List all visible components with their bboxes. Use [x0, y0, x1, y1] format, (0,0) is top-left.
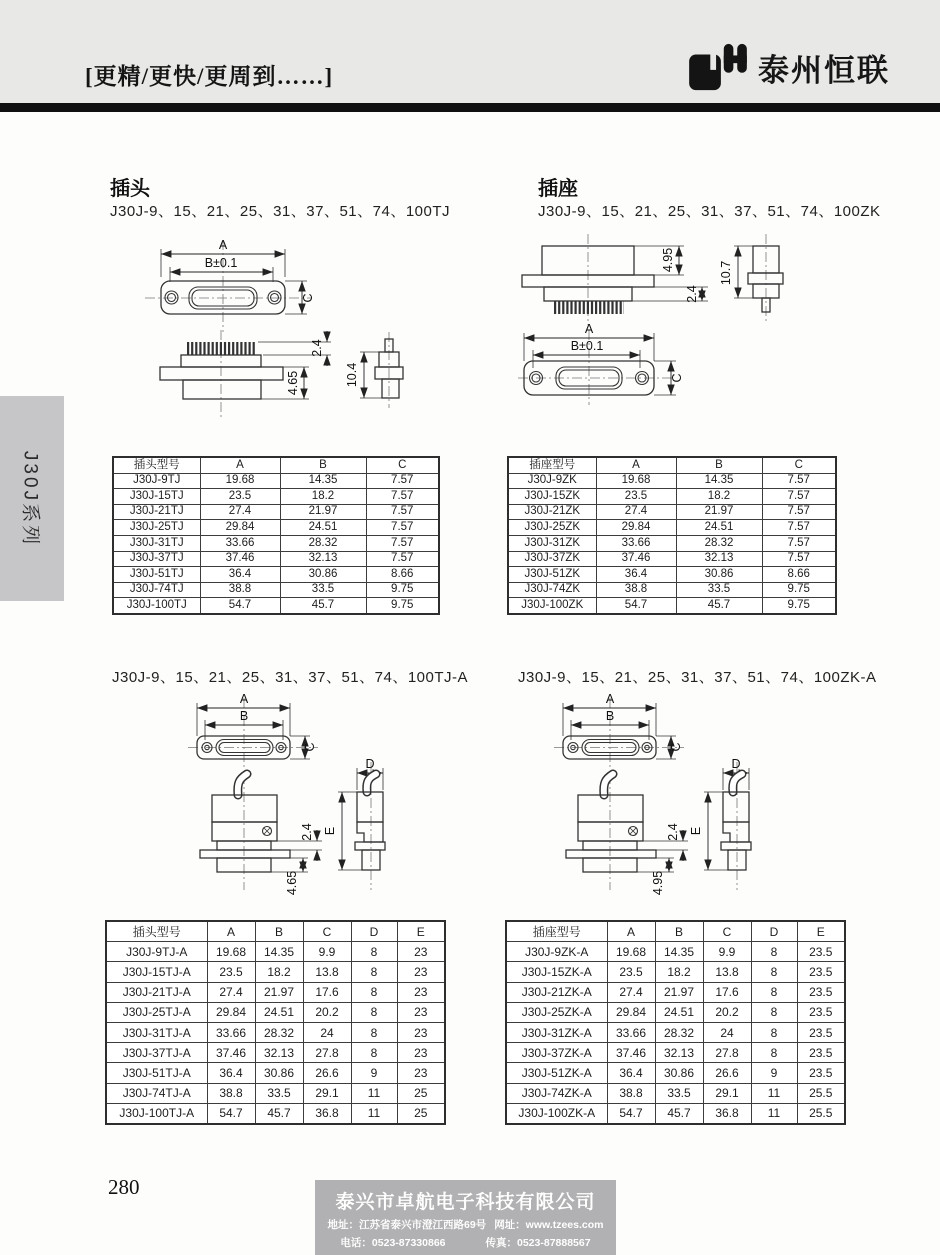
dim-label-flange: 4.95 — [661, 247, 675, 273]
value-cell: 7.57 — [762, 504, 836, 520]
column-header: B — [676, 457, 762, 473]
value-cell: 13.8 — [303, 962, 351, 982]
model-cell: J30J-74ZK-A — [506, 1083, 607, 1103]
model-cell: J30J-100ZK-A — [506, 1103, 607, 1124]
model-cell: J30J-100ZK — [508, 598, 596, 614]
model-cell: J30J-37TJ-A — [106, 1043, 207, 1063]
table-row — [113, 582, 439, 598]
value-cell: 23 — [397, 942, 445, 962]
model-cell: J30J-21ZK — [508, 504, 596, 520]
value-cell: 32.13 — [655, 1043, 703, 1063]
model-cell: J30J-25TJ — [113, 520, 200, 536]
model-cell: J30J-74ZK — [508, 582, 596, 598]
value-cell: 8 — [351, 942, 397, 962]
value-cell: 18.2 — [676, 489, 762, 505]
value-cell: 36.8 — [303, 1103, 351, 1124]
footer-address: 地址：江苏省泰兴市澄江西路69号 — [327, 1219, 487, 1231]
value-cell: 27.4 — [607, 982, 655, 1002]
value-cell: 30.86 — [280, 567, 366, 583]
socket-section-models: J30J-9、15、21、25、31、37、51、74、100ZK — [538, 203, 881, 220]
value-cell: 23.5 — [797, 1002, 845, 1022]
value-cell: 33.66 — [207, 1022, 255, 1042]
value-cell: 23.5 — [797, 1043, 845, 1063]
model-cell: J30J-21TJ — [113, 504, 200, 520]
plug-section-title: 插头 — [110, 178, 150, 200]
value-cell: 54.7 — [207, 1103, 255, 1124]
dim-label-pin-height: 2.4 — [310, 339, 324, 357]
value-cell: 54.7 — [607, 1103, 655, 1124]
value-cell: 25.5 — [797, 1103, 845, 1124]
value-cell: 37.46 — [607, 1043, 655, 1063]
dim-label-a: A — [218, 238, 228, 252]
value-cell: 23.5 — [797, 982, 845, 1002]
value-cell: 19.68 — [596, 473, 676, 489]
table-row — [508, 598, 836, 614]
value-cell: 37.46 — [596, 551, 676, 567]
value-cell: 29.84 — [607, 1002, 655, 1022]
value-cell: 25 — [397, 1103, 445, 1124]
value-cell: 28.32 — [655, 1022, 703, 1042]
dim-label-flange: 4.65 — [286, 370, 300, 396]
value-cell: 30.86 — [255, 1063, 303, 1083]
value-cell: 7.57 — [366, 520, 439, 536]
dim-label-step: 2.4 — [666, 823, 680, 841]
dim-label-e: E — [689, 826, 703, 836]
column-header: B — [255, 921, 303, 942]
table-row — [508, 582, 836, 598]
value-cell: 7.57 — [762, 473, 836, 489]
socket-a-dimension-drawing — [516, 694, 838, 908]
model-cell: J30J-25ZK — [508, 520, 596, 536]
value-cell: 20.2 — [303, 1002, 351, 1022]
value-cell: 14.35 — [676, 473, 762, 489]
value-cell: 26.6 — [703, 1063, 751, 1083]
table-row — [113, 504, 439, 520]
value-cell: 27.4 — [207, 982, 255, 1002]
value-cell: 21.97 — [676, 504, 762, 520]
dim-label-b: B — [605, 709, 615, 723]
value-cell: 11 — [751, 1083, 797, 1103]
model-cell: J30J-74TJ-A — [106, 1083, 207, 1103]
value-cell: 23.5 — [797, 942, 845, 962]
column-header: B — [280, 457, 366, 473]
value-cell: 18.2 — [655, 962, 703, 982]
value-cell: 36.4 — [596, 567, 676, 583]
value-cell: 13.8 — [703, 962, 751, 982]
value-cell: 19.68 — [607, 942, 655, 962]
value-cell: 33.66 — [200, 535, 280, 551]
value-cell: 28.32 — [280, 535, 366, 551]
column-header: C — [703, 921, 751, 942]
footer-phone: 电话：0523-87330866 — [340, 1237, 446, 1249]
value-cell: 37.46 — [207, 1043, 255, 1063]
value-cell: 11 — [751, 1103, 797, 1124]
value-cell: 33.5 — [255, 1083, 303, 1103]
value-cell: 28.32 — [255, 1022, 303, 1042]
value-cell: 33.5 — [280, 582, 366, 598]
value-cell: 27.8 — [703, 1043, 751, 1063]
value-cell: 9.75 — [762, 582, 836, 598]
value-cell: 21.97 — [255, 982, 303, 1002]
column-header: C — [762, 457, 836, 473]
value-cell: 23 — [397, 1002, 445, 1022]
value-cell: 32.13 — [255, 1043, 303, 1063]
value-cell: 8 — [751, 1002, 797, 1022]
column-header: 插座型号 — [508, 457, 596, 473]
value-cell: 25 — [397, 1083, 445, 1103]
table-header-row — [508, 457, 836, 473]
dim-label-c: C — [669, 742, 683, 752]
column-header: 插头型号 — [113, 457, 200, 473]
value-cell: 33.66 — [607, 1022, 655, 1042]
value-cell: 8 — [351, 1002, 397, 1022]
value-cell: 29.84 — [207, 1002, 255, 1022]
table-header-row — [113, 457, 439, 473]
value-cell: 8 — [351, 1043, 397, 1063]
header-divider — [0, 103, 940, 112]
value-cell: 26.6 — [303, 1063, 351, 1083]
table-row — [113, 598, 439, 614]
value-cell: 9.9 — [303, 942, 351, 962]
column-header: D — [751, 921, 797, 942]
value-cell: 17.6 — [703, 982, 751, 1002]
value-cell: 33.5 — [655, 1083, 703, 1103]
value-cell: 24.51 — [255, 1002, 303, 1022]
value-cell: 11 — [351, 1083, 397, 1103]
dim-label-a: A — [239, 694, 249, 706]
table-row — [106, 1043, 445, 1063]
table-row — [113, 567, 439, 583]
value-cell: 33.66 — [596, 535, 676, 551]
model-cell: J30J-15ZK — [508, 489, 596, 505]
value-cell: 30.86 — [676, 567, 762, 583]
column-header: E — [397, 921, 445, 942]
dim-label-d: D — [365, 757, 375, 771]
dim-label-a: A — [605, 694, 615, 706]
value-cell: 23 — [397, 1063, 445, 1083]
value-cell: 9.9 — [703, 942, 751, 962]
table-row — [106, 1022, 445, 1042]
table-row — [508, 551, 836, 567]
value-cell: 23.5 — [200, 489, 280, 505]
value-cell: 7.57 — [366, 535, 439, 551]
value-cell: 14.35 — [280, 473, 366, 489]
column-header: C — [366, 457, 439, 473]
plug-spec-table — [112, 456, 440, 615]
value-cell: 8 — [751, 942, 797, 962]
value-cell: 7.57 — [762, 489, 836, 505]
value-cell: 38.8 — [207, 1083, 255, 1103]
value-cell: 24.51 — [655, 1002, 703, 1022]
value-cell: 8 — [751, 962, 797, 982]
value-cell: 8.66 — [762, 567, 836, 583]
table-row — [106, 962, 445, 982]
table-row — [113, 473, 439, 489]
value-cell: 19.68 — [200, 473, 280, 489]
model-cell: J30J-37TJ — [113, 551, 200, 567]
dim-label-profile-height: 10.4 — [345, 362, 359, 388]
table-row — [508, 535, 836, 551]
socket-a-section-models: J30J-9、15、21、25、31、37、51、74、100ZK-A — [518, 669, 877, 686]
model-cell: J30J-21ZK-A — [506, 982, 607, 1002]
value-cell: 9 — [751, 1063, 797, 1083]
value-cell: 17.6 — [303, 982, 351, 1002]
value-cell: 7.57 — [366, 473, 439, 489]
table-row — [506, 1103, 845, 1124]
model-cell: J30J-31ZK-A — [506, 1022, 607, 1042]
value-cell: 7.57 — [762, 551, 836, 567]
table-row — [106, 1002, 445, 1022]
table-row — [113, 489, 439, 505]
value-cell: 8 — [751, 1022, 797, 1042]
table-row — [106, 982, 445, 1002]
value-cell: 23 — [397, 1022, 445, 1042]
table-row — [506, 1043, 845, 1063]
value-cell: 27.4 — [596, 504, 676, 520]
value-cell: 45.7 — [655, 1103, 703, 1124]
value-cell: 38.8 — [596, 582, 676, 598]
value-cell: 38.8 — [200, 582, 280, 598]
dim-label-pin-height: 2.4 — [685, 285, 699, 303]
table-header-row — [106, 921, 445, 942]
value-cell: 9.75 — [762, 598, 836, 614]
footer-company-box — [315, 1180, 616, 1255]
value-cell: 38.8 — [607, 1083, 655, 1103]
value-cell: 14.35 — [255, 942, 303, 962]
model-cell: J30J-15ZK-A — [506, 962, 607, 982]
model-cell: J30J-9TJ — [113, 473, 200, 489]
sidebar-series-tab — [0, 396, 64, 601]
column-header: E — [797, 921, 845, 942]
column-header: 插座型号 — [506, 921, 607, 942]
table-row — [113, 520, 439, 536]
model-cell: J30J-9ZK-A — [506, 942, 607, 962]
value-cell: 27.4 — [200, 504, 280, 520]
model-cell: J30J-51ZK-A — [506, 1063, 607, 1083]
dim-label-c: C — [670, 373, 684, 383]
model-cell: J30J-51TJ-A — [106, 1063, 207, 1083]
table-row — [113, 535, 439, 551]
model-cell: J30J-37ZK — [508, 551, 596, 567]
value-cell: 8.66 — [366, 567, 439, 583]
table-row — [106, 942, 445, 962]
value-cell: 45.7 — [676, 598, 762, 614]
value-cell: 54.7 — [596, 598, 676, 614]
value-cell: 18.2 — [280, 489, 366, 505]
plug-a-spec-table — [105, 920, 446, 1125]
value-cell: 9 — [351, 1063, 397, 1083]
table-row — [106, 1083, 445, 1103]
column-header: A — [200, 457, 280, 473]
model-cell: J30J-25TJ-A — [106, 1002, 207, 1022]
socket-section-title: 插座 — [538, 178, 578, 200]
value-cell: 23.5 — [607, 962, 655, 982]
plug-section-models: J30J-9、15、21、25、31、37、51、74、100TJ — [110, 203, 451, 220]
value-cell: 25.5 — [797, 1083, 845, 1103]
value-cell: 18.2 — [255, 962, 303, 982]
value-cell: 23 — [397, 982, 445, 1002]
value-cell: 21.97 — [280, 504, 366, 520]
column-header: B — [655, 921, 703, 942]
dim-label-step: 2.4 — [300, 823, 314, 841]
value-cell: 23.5 — [797, 1063, 845, 1083]
table-row — [106, 1063, 445, 1083]
dim-label-e: E — [323, 826, 337, 836]
value-cell: 23.5 — [797, 962, 845, 982]
series-tab-label: J30J系列 — [19, 450, 41, 547]
dim-label-a: A — [584, 322, 594, 336]
dim-label-flange: 4.95 — [651, 870, 665, 896]
column-header: D — [351, 921, 397, 942]
plug-a-section-models: J30J-9、15、21、25、31、37、51、74、100TJ-A — [112, 669, 469, 686]
page-number: 280 — [108, 1175, 140, 1199]
value-cell: 8 — [751, 982, 797, 1002]
table-row — [506, 962, 845, 982]
value-cell: 45.7 — [255, 1103, 303, 1124]
model-cell: J30J-51TJ — [113, 567, 200, 583]
dim-label-d: D — [731, 757, 741, 771]
plug-dimension-drawing — [133, 232, 470, 438]
table-header-row — [506, 921, 845, 942]
value-cell: 28.32 — [676, 535, 762, 551]
plug-a-dimension-drawing — [150, 694, 472, 908]
column-header: 插头型号 — [106, 921, 207, 942]
model-cell: J30J-51ZK — [508, 567, 596, 583]
value-cell: 24.51 — [280, 520, 366, 536]
table-row — [113, 551, 439, 567]
value-cell: 21.97 — [655, 982, 703, 1002]
value-cell: 11 — [351, 1103, 397, 1124]
table-row — [508, 473, 836, 489]
value-cell: 29.84 — [200, 520, 280, 536]
table-row — [106, 1103, 445, 1124]
value-cell: 54.7 — [200, 598, 280, 614]
dim-label-b: B — [239, 709, 249, 723]
column-header: A — [207, 921, 255, 942]
value-cell: 24.51 — [676, 520, 762, 536]
model-cell: J30J-21TJ-A — [106, 982, 207, 1002]
model-cell: J30J-31ZK — [508, 535, 596, 551]
dim-label-profile-height: 10.7 — [719, 260, 733, 286]
model-cell: J30J-9ZK — [508, 473, 596, 489]
dim-label-c: C — [303, 742, 317, 752]
value-cell: 36.8 — [703, 1103, 751, 1124]
table-row — [508, 504, 836, 520]
table-row — [508, 520, 836, 536]
socket-dimension-drawing — [512, 228, 852, 438]
footer-fax: 传真：0523-87888567 — [485, 1237, 591, 1249]
socket-spec-table — [507, 456, 837, 615]
table-row — [506, 982, 845, 1002]
model-cell: J30J-100TJ — [113, 598, 200, 614]
value-cell: 29.84 — [596, 520, 676, 536]
value-cell: 27.8 — [303, 1043, 351, 1063]
table-row — [506, 1063, 845, 1083]
dim-label-b: B±0.1 — [204, 256, 238, 270]
value-cell: 8 — [351, 982, 397, 1002]
value-cell: 7.57 — [366, 489, 439, 505]
column-header: A — [607, 921, 655, 942]
model-cell: J30J-31TJ — [113, 535, 200, 551]
page-header — [0, 0, 940, 103]
value-cell: 24 — [303, 1022, 351, 1042]
value-cell: 7.57 — [366, 504, 439, 520]
value-cell: 7.57 — [762, 535, 836, 551]
value-cell: 23.5 — [596, 489, 676, 505]
dim-label-flange: 4.65 — [285, 870, 299, 896]
dim-label-b: B±0.1 — [570, 339, 604, 353]
value-cell: 33.5 — [676, 582, 762, 598]
model-cell: J30J-37ZK-A — [506, 1043, 607, 1063]
header-slogan: [更精/更快/更周到……] — [85, 64, 334, 89]
value-cell: 8 — [751, 1043, 797, 1063]
value-cell: 9.75 — [366, 582, 439, 598]
table-row — [508, 489, 836, 505]
model-cell: J30J-15TJ-A — [106, 962, 207, 982]
value-cell: 9.75 — [366, 598, 439, 614]
dim-label-c: C — [301, 293, 315, 303]
value-cell: 23 — [397, 962, 445, 982]
value-cell: 30.86 — [655, 1063, 703, 1083]
column-header: A — [596, 457, 676, 473]
value-cell: 29.1 — [703, 1083, 751, 1103]
value-cell: 32.13 — [280, 551, 366, 567]
value-cell: 37.46 — [200, 551, 280, 567]
footer-website: 网址：www.tzees.com — [494, 1219, 604, 1231]
value-cell: 8 — [351, 1022, 397, 1042]
value-cell: 20.2 — [703, 1002, 751, 1022]
value-cell: 23.5 — [797, 1022, 845, 1042]
table-row — [506, 942, 845, 962]
socket-a-spec-table — [505, 920, 846, 1125]
value-cell: 29.1 — [303, 1083, 351, 1103]
value-cell: 36.4 — [207, 1063, 255, 1083]
value-cell: 36.4 — [607, 1063, 655, 1083]
table-row — [508, 567, 836, 583]
value-cell: 24 — [703, 1022, 751, 1042]
footer-company-name: 泰兴市卓航电子科技有限公司 — [335, 1192, 596, 1213]
value-cell: 45.7 — [280, 598, 366, 614]
lh-logo-icon — [688, 42, 748, 92]
value-cell: 8 — [351, 962, 397, 982]
model-cell: J30J-74TJ — [113, 582, 200, 598]
table-row — [506, 1022, 845, 1042]
model-cell: J30J-100TJ-A — [106, 1103, 207, 1124]
value-cell: 23 — [397, 1043, 445, 1063]
value-cell: 14.35 — [655, 942, 703, 962]
value-cell: 36.4 — [200, 567, 280, 583]
model-cell: J30J-9TJ-A — [106, 942, 207, 962]
model-cell: J30J-25ZK-A — [506, 1002, 607, 1022]
table-row — [506, 1083, 845, 1103]
brand-name: 泰州恒联 — [758, 52, 890, 88]
value-cell: 7.57 — [366, 551, 439, 567]
value-cell: 7.57 — [762, 520, 836, 536]
brand-logo — [688, 42, 890, 92]
model-cell: J30J-15TJ — [113, 489, 200, 505]
model-cell: J30J-31TJ-A — [106, 1022, 207, 1042]
value-cell: 19.68 — [207, 942, 255, 962]
column-header: C — [303, 921, 351, 942]
value-cell: 32.13 — [676, 551, 762, 567]
value-cell: 23.5 — [207, 962, 255, 982]
table-row — [506, 1002, 845, 1022]
